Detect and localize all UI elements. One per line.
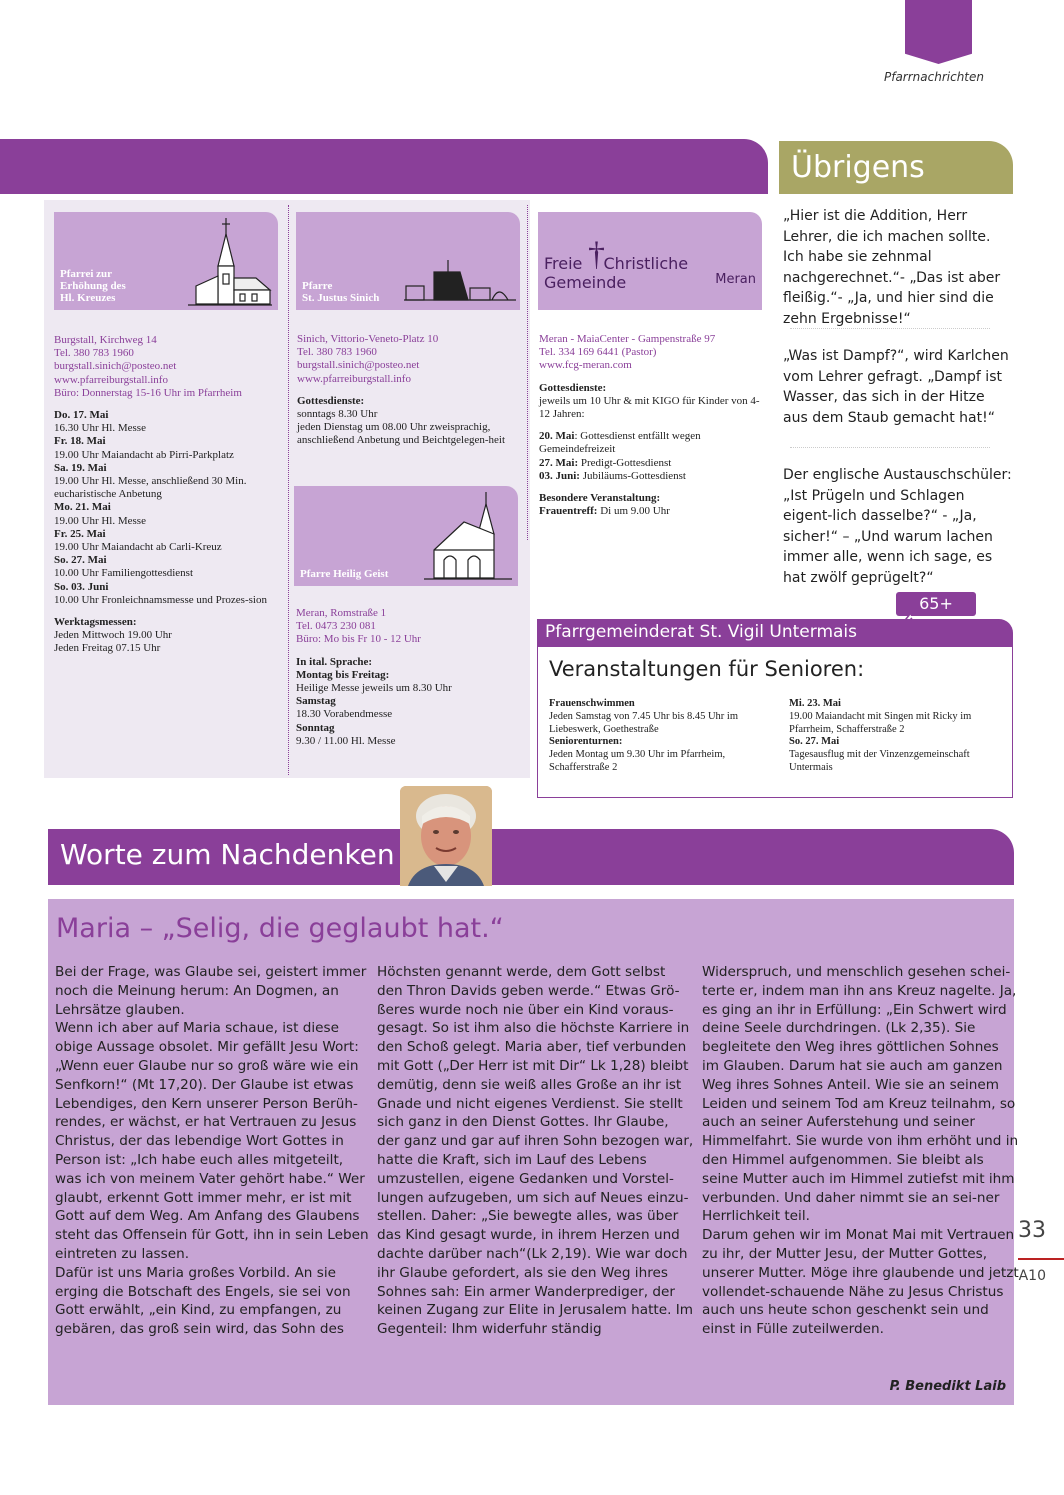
parish-info-justus: Sinich, Vittorio-Veneto-Platz 10 Tel. 380 783 1960 burgstall.sinich@posteo.net www.pfarreiburgstall.info Gottesdienste: sonntags 8.30 Uhr jeden Dienstag um 08.00 Uhr zweisprachig, anschließend Anbetung und Beichtgelegen-heit [297,333,506,447]
column-divider [288,205,289,775]
pgr-title: Veranstaltungen für Senioren: [549,657,865,681]
joke: Der englische Austauschschüler: „Ist Prügeln und Schlagen eigent-lich dasselbe?“ - „Ja, sicher!“ – „Und warum lachen immer alle, wenn ich sage, es hat zwölf geprügelt?“ [783,467,1012,586]
church-illustration-icon [186,216,274,308]
joke: „Was ist Dampf?“, wird Karlchen vom Lehrer gefragt. „Dampf ist Wasser, das sich in der Hitze aus dem Staub gemacht hat!“ [783,348,1009,426]
parish-name: Pfarrei zur Erhöhung des Hl. Kreuzes [60,268,126,304]
event: Do. 17. Mai [54,409,109,422]
pgr-left: Frauenschwimmen Jeden Samstag von 7.45 Uhr bis 8.45 Uhr im Liebeswerk, Goethestraße Seniorenturnen: Jeden Montag um 9.30 Uhr im Pfarrheim, Schafferstraße 2 [549,698,738,773]
parish-info-fcg: Meran - MaiaCenter - Gampenstraße 97 Tel. 334 169 6441 (Pastor) www.fcg-meran.com Gottesdienste: jeweils um 10 Uhr & mit KIGO für Kinder von 4-12 Jahren: 20. Mai: Gottesdienst entfällt wegen Gemeindefreizeit 27. Mai: Predigt-Gottesdienst 03. Juni: Jubiläums-Gottesdienst Besondere Veranstaltung: Frauentreff: Di um 9.00 Uhr [539,333,760,518]
column-divider [527,205,528,540]
pgr-right: Mi. 23. Mai 19.00 Maiandacht mit Singen mit Ricky im Pfarrheim, Schafferstraße 2 So. 27. Mai Tagesausflug mit der Vinzenzgemeinschaft Untermais [789,698,972,773]
parish-news-bar [0,139,768,194]
church-illustration-icon [404,256,516,306]
page-number-rule [1018,1258,1064,1260]
author-portrait [400,786,492,886]
age-badge: 65+ [896,592,976,616]
page-code: A10 [1018,1268,1046,1284]
parish-info-kreuz: Burgstall, Kirchweg 14 Tel. 380 783 1960 burgstall.sinich@posteo.net www.pfarreiburgstall.info Büro: Donnerstag 15-16 Uhr im Pfarrheim Do. 17. Mai 16.30 Uhr Hl. Messe Fr. 18. Mai 19.00 Uhr Maiandacht ab Pirri-Parkplatz Sa. 19. Mai 19.00 Uhr Hl. Messe, anschließend 30 Min. eucharistische Anbetung Mo. 21. Mai 19.00 Uhr Hl. Messe Fr. 25. Mai 19.00 Uhr Maiandacht ab Carli-Kreuz So. 27. Mai 10.00 Uhr Familiengottesdienst So. 03. Juni 10.00 Uhr Fronleichnamsmesse und Prozes-sion Werktagsmessen: Jeden Mittwoch 19.00 Uhr Jeden Freitag 07.15 Uhr [54,334,282,656]
divider [790,447,990,448]
fcg-logo: Freie † Christliche Gemeinde [544,236,689,292]
page-number: 33 [1018,1218,1046,1243]
divider [790,328,990,329]
parish-card-justus [296,212,520,310]
section-label: Pfarrnachrichten [883,70,984,84]
worte-section-title: Worte zum Nachdenken [60,838,395,871]
article-title: Maria – „Selig, die geglaubt hat.“ [56,913,504,944]
uebrigens-title: Übrigens [779,141,1013,194]
parish-card-fcg [538,212,762,310]
pgr-bar: Pfarrgemeinderat St. Vigil Untermais [537,619,1013,646]
article-column: Widerspruch, und menschlich gesehen schei-terte er, indem man ihn ans Kreuz nagelte. Ja, es ging an ihr in Erfüllung: „Ein Schwert wird deine Seele durchdringen. (Lk 2,35). Sie begleitete den Weg ihres göttlichen Sohnes im Glauben. Darum hat sie auch am ganzen Weg ihres Sohnes Anteil. Wie sie an seinem Leiden und seinem Tod am Kreuz teilnahm, so auch an seiner Auferstehung und seiner Himmelfahrt. Sie wurde von ihm erhöht und in den Himmel aufgenommen. Sie bleibt als seine Mutter auch im Himmel zutiefst mit ihm verbunden. Und daher nimmt sie an sei-ner Herrlichkeit teil. Darum gehen wir im Monat Mai mit Vertrauen zu ihr, der Mutter Jesu, der Mutter Gottes, unserer Mutter. Möge ihre glaubende und jetzt vollendet-schauende Nähe zu Jesus Christus auch uns heute schon geschenkt sein und einst in Fülle zuteilwerden. [702,964,1019,1338]
church-illustration-icon [424,490,514,582]
pgr-box [537,646,1013,798]
parish-card-kreuz [54,212,278,310]
parish-info-geist: Meran, Romstraße 1 Tel. 0473 230 081 Büro: Mo bis Fr 10 - 12 Uhr In ital. Sprache: Montag bis Freitag: Heilige Messe jeweils um 8.30 Uhr Samstag 18.30 Vorabendmesse Sonntag 9.30 / 11.00 Hl. Messe [296,607,452,747]
article-column: Bei der Frage, was Glaube sei, geistert immer noch die Meinung herum: An Dogmen, an Lehrsätze glauben. Wenn ich aber auf Maria schaue, ist diese obige Aussage obsolet. Mir gefällt Jesu Wort: „Wenn euer Glaube nur so groß wäre wie ein Senfkorn!“ (Mt 17,20). Der Glaube ist etwas Lebendiges, den Kern unserer Person Berüh-rendes, er wächst, er hat Vertrauen zu Jesus Christus, der das lebendige Wort Gottes in Person ist: „Ich habe euch alles mitgeteilt, was ich von meinem Vater gehört habe.“ Wer glaubt, erkennt Gott immer mehr, er ist mit Gott auf dem Weg. Am Anfang des Glaubens steht das Offensein für Gott, ihn in sein Leben eintreten zu lassen. Dafür ist uns Maria großes Vorbild. An sie erging die Botschaft des Engels, sie sei von Gott erwählt, „ein Kind, zu empfangen, zu gebären, das groß sein wird, das Sohn des [55,964,369,1338]
parish-name: Pfarre St. Justus Sinich [302,280,380,304]
parish-card-geist [294,486,518,586]
article-author: P. Benedikt Laib [889,1379,1006,1394]
section-tab [905,0,972,64]
article-column: Höchsten genannt werde, dem Gott selbst den Thron Davids geben werde.“ Etwas Grö-ßeres wurde noch nie über ein Kind voraus-gesagt. So ist ihm also die höchste Karriere in den Schoß gelegt. Maria aber, tief verbunden mit Gott („Der Herr ist mit Dir“ Lk 1,28) bleibt demütig, denn sie weiß alles Große an ihr ist Gnade und nicht eigenes Verdienst. Sie stellt sich ganz in den Dienst Gottes. Ihr Glaube, der ganz und gar auf ihren Sohn bezogen war, hatte die Kraft, sich im Lauf des Lebens umzustellen, eigene Gedanken und Vorstel-lungen aufzugeben, um sich auf Neues einzu-stellen. Daher: „Sie bewegte alles, was über das Kind gesagt wurde, in ihrem Herzen und dachte darüber nach“(Lk 2,19). Wie war doch ihr Glaube gefordert, als sie den Weg ihres Sohnes sah: Ein armer Wanderprediger, der keinen Zugang zur Elite in Jerusalem hatte. Im Gegenteil: Ihm widerfuhr ständig [377,964,694,1338]
parish-name: Pfarre Heilig Geist [300,568,389,580]
fcg-logo-city: Meran [715,272,756,287]
joke: „Hier ist die Addition, Herr Lehrer, die ich machen sollte. Ich habe sie zehnmal nachgerechnet.“- „Das ist aber fleißig.“- „Ja, und hier sind die zehn Ergebnisse!“ [783,208,1001,327]
